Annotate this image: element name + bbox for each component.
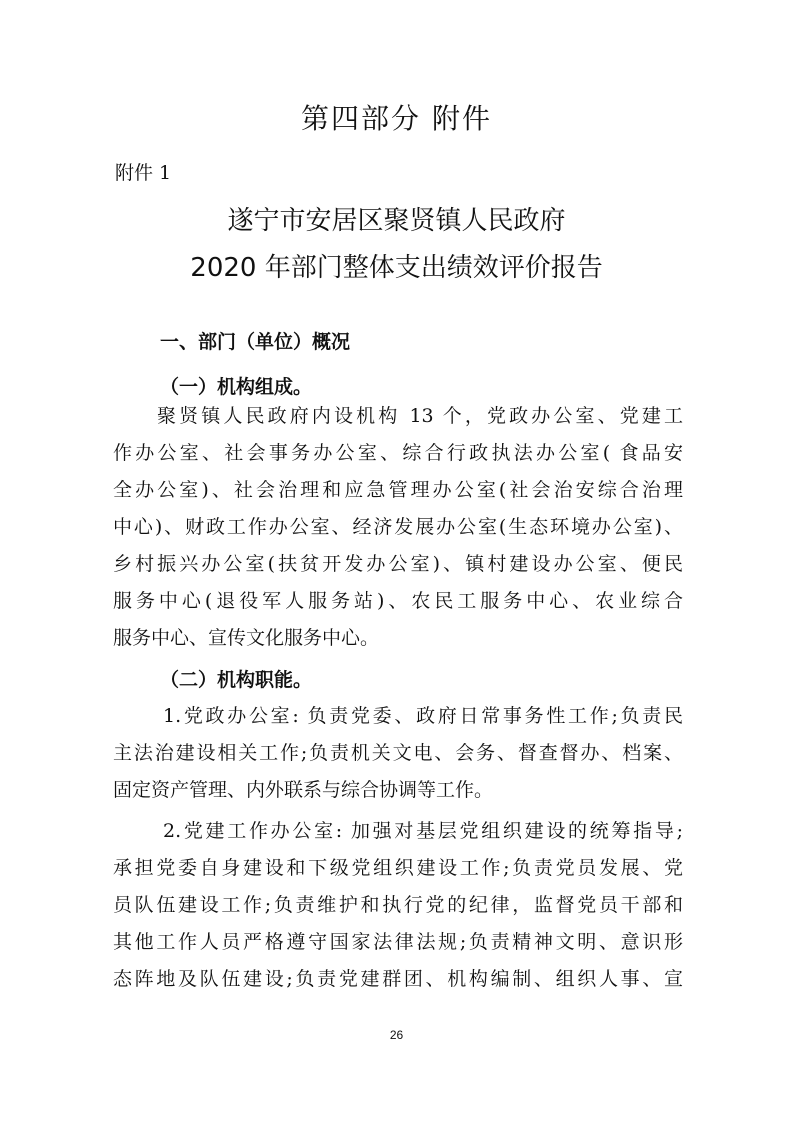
paragraph-line: 聚贤镇人民政府内设机构 13 个，党政办公室、党建工 [157,405,683,427]
paragraph-line: 作办公室、社会事务办公室、综合行政执法办公室( 食品安 [113,442,683,464]
paragraph-line: 态阵地及队伍建设;负责党建群团、机构编制、组织人事、宣 [113,968,683,990]
paragraph-line: 主法治建设相关工作;负责机关文电、会务、督查督办、档案、 [113,742,683,764]
paragraph-line: 2.党建工作办公室: 加强对基层党组织建设的统筹指导; [163,820,683,842]
function-item-2-paragraph [113,813,683,998]
institution-composition-paragraph [113,398,683,657]
section-heading: 一、部门（单位）概况 [160,331,351,353]
subsection-heading-2: （二）机构职能。 [160,669,313,691]
page-number: 26 [389,1028,404,1042]
paragraph-line: 员队伍建设工作;负责维护和执行党的纪律，监督党员干部和 [113,894,683,916]
part-title: 第四部分 附件 [301,102,492,135]
paragraph-line: 中心)、财政工作办公室、经济发展办公室(生态环境办公室)、 [113,516,683,538]
report-title-line-1: 遂宁市安居区聚贤镇人民政府 [227,206,566,236]
subsection-heading-1: （一）机构组成。 [160,376,313,398]
paragraph-line: 1.党政办公室: 负责党委、政府日常事务性工作;负责民 [163,705,683,727]
report-title-line-2: 2020 年部门整体支出绩效评价报告 [190,253,603,283]
attachment-label: 附件 1 [115,162,172,184]
paragraph-line: 全办公室)、社会治理和应急管理办公室(社会治安综合治理 [113,479,683,501]
paragraph-line: 服务中心(退役军人服务站)、农民工服务中心、农业综合 [113,590,683,612]
paragraph-line: 其他工作人员严格遵守国家法律法规;负责精神文明、意识形 [113,931,683,953]
function-item-1-paragraph [113,698,683,809]
paragraph-line: 固定资产管理、内外联系与综合协调等工作。 [113,779,494,801]
paragraph-line: 承担党委自身建设和下级党组织建设工作;负责党员发展、党 [113,857,683,879]
paragraph-line: 乡村振兴办公室(扶贫开发办公室)、镇村建设办公室、便民 [113,553,683,575]
paragraph-line: 服务中心、宣传文化服务中心。 [113,627,380,649]
